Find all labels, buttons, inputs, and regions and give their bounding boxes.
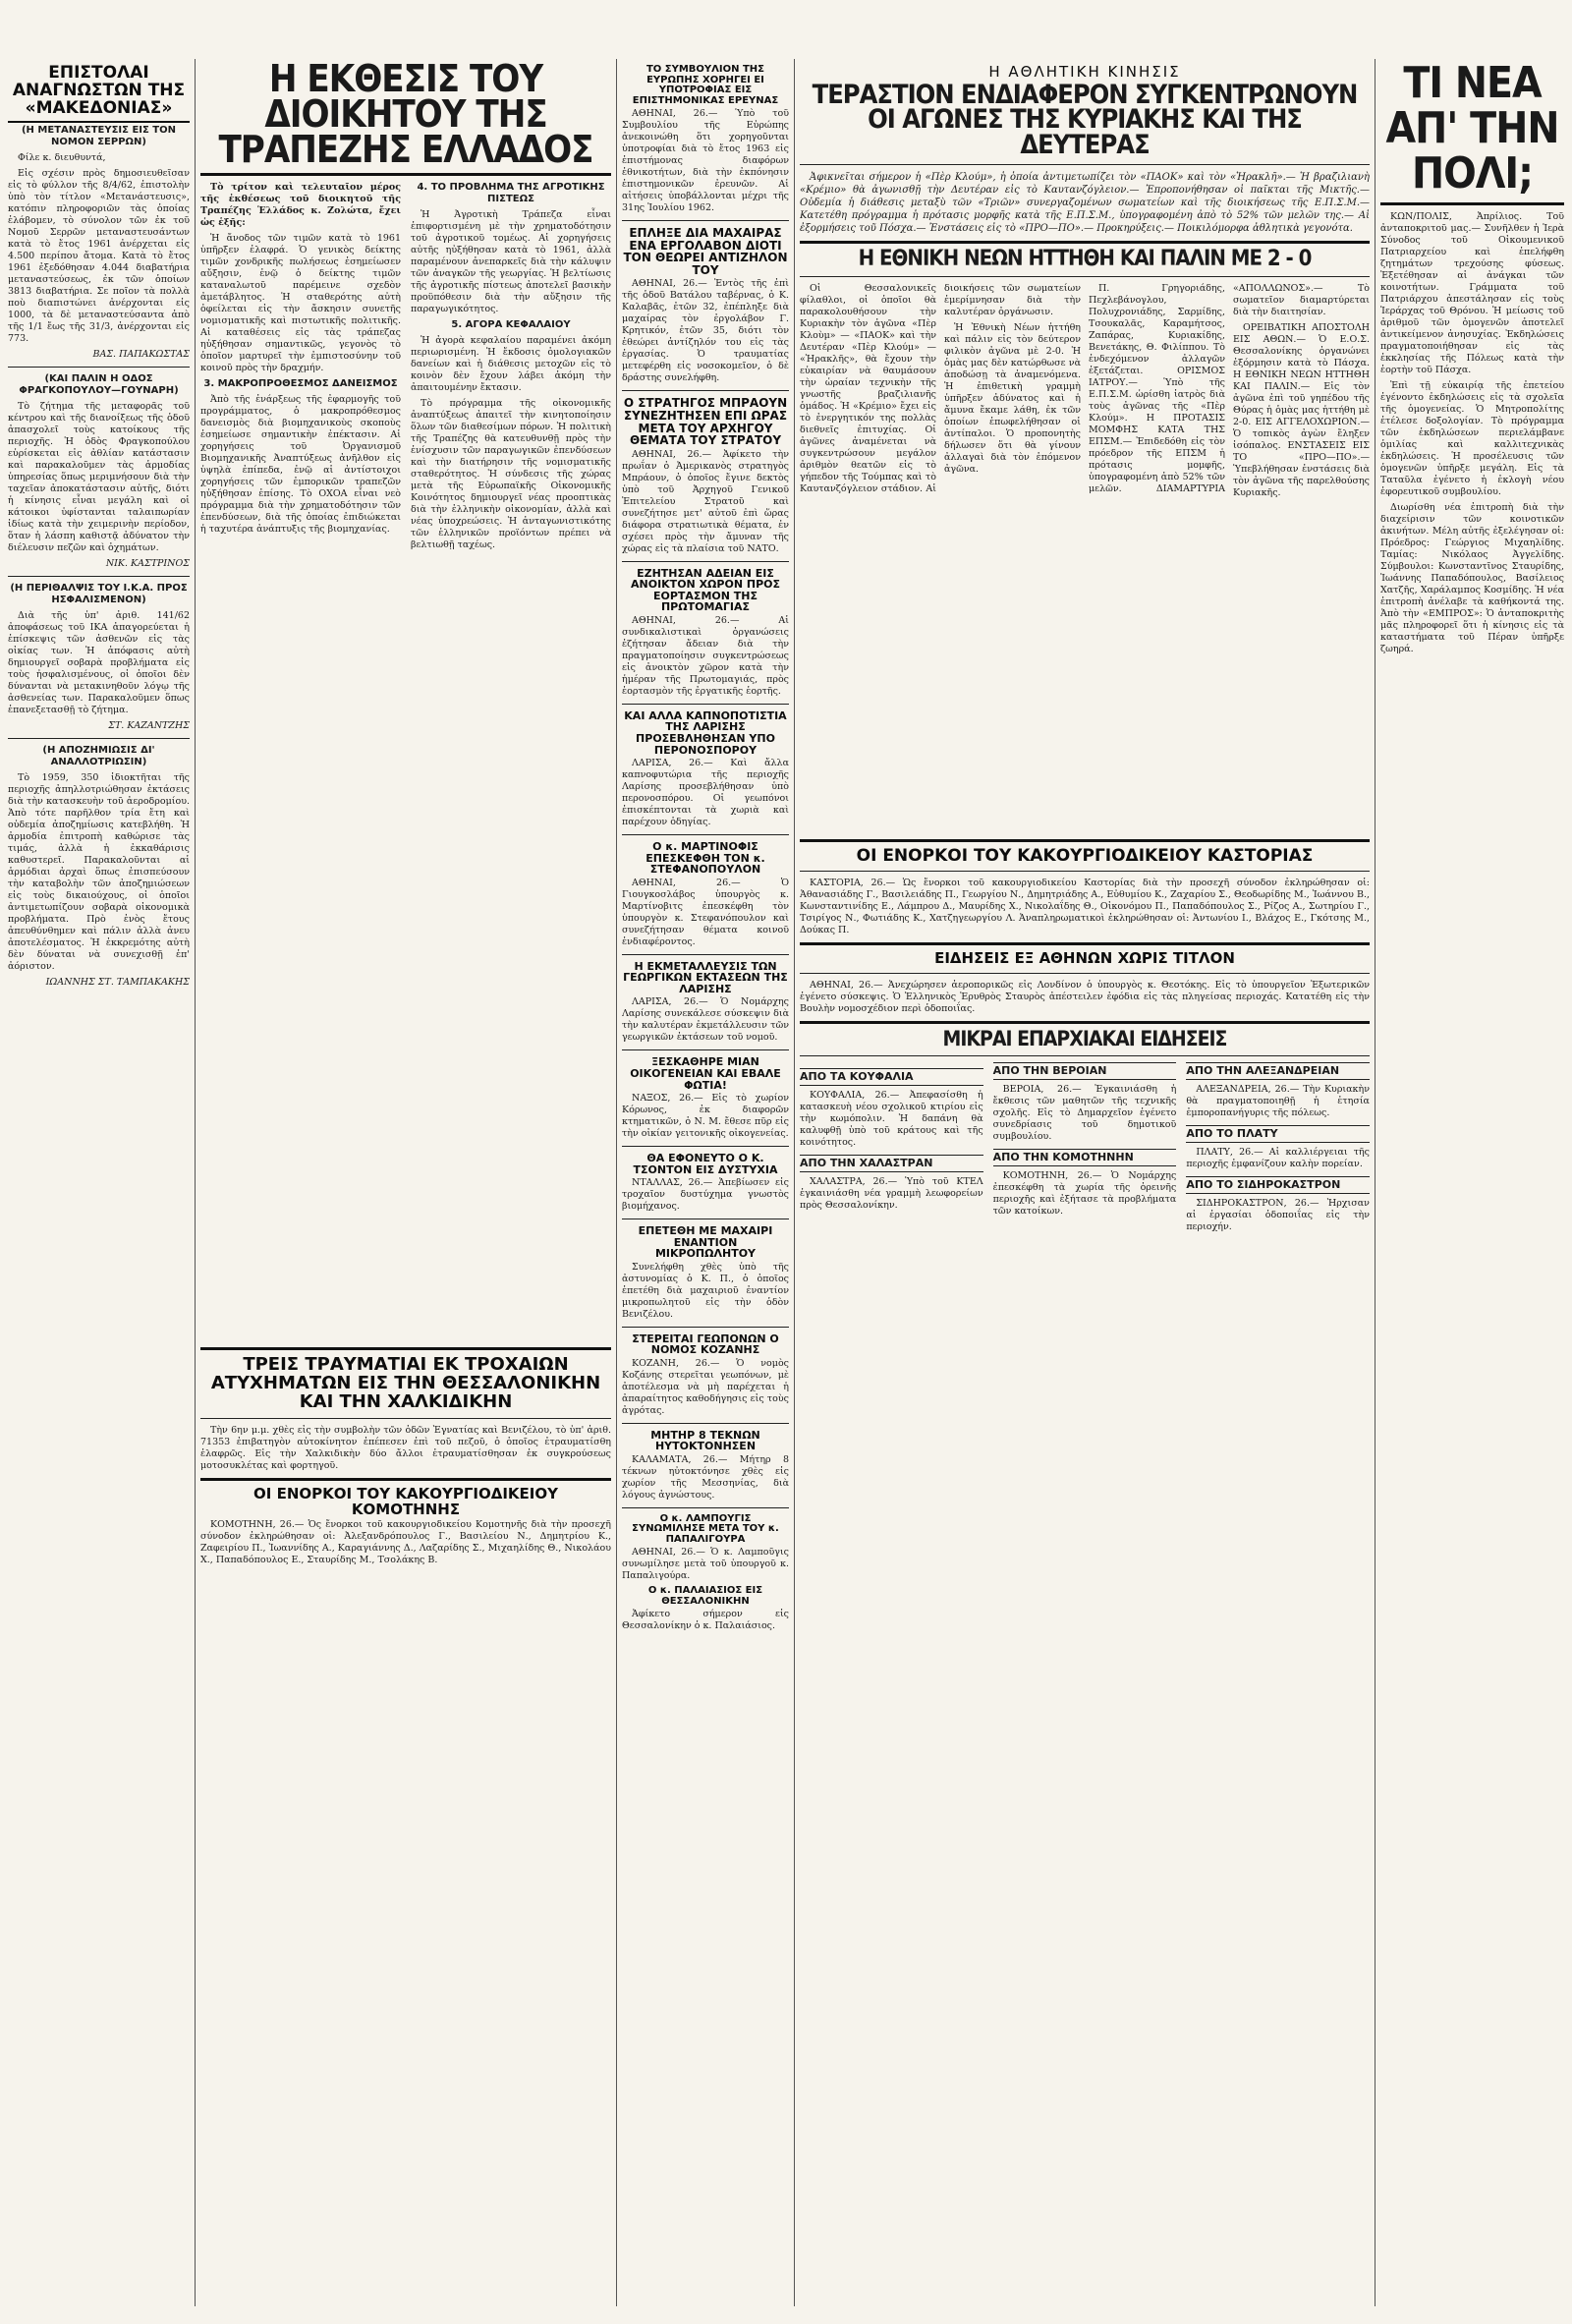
letter-signature: ΣΤ. ΚΑΖΑΝΤΖΗΣ (108, 719, 190, 731)
provincial-news-body (800, 1062, 1370, 1233)
letter-body: Διὰ τῆς ὑπ' ἀριθ. 141/62 ἀποφάσεως τοῦ ΙΚΑ ἀπαγορεύεται ἡ ἐπίσκεψις τῶν ἀσθενῶν εἰς τὰς οἰκίας των. Ἡ ἀπόφασις αὐτὴ δημιουργεῖ σοβαρὰ προβλήματα εἰς τοὺς ἠσφαλισμένους, οἱ ὁποῖοι δὲν δύνανται νὰ μετακινηθοῦν λόγῳ τῆς ἀσθενείας των. Παρακαλοῦμεν ὅπως ἐπανεξετασθῇ τὸ ζήτημα. (8, 609, 190, 715)
news-body: ΝΤΑΛΛΑΣ, 26.— Ἀπεβίωσεν εἰς τροχαῖον δυστύχημα γνωστὸς βιομήχανος. (622, 1177, 789, 1213)
letter-heading: (Η ΜΕΤΑΝΑΣΤΕΥΣΙΣ ΕΙΣ ΤΟΝ ΝΟΜΟΝ ΣΕΡΡΩΝ) (21, 124, 177, 147)
provincial-paragraph: ΚΟΜΟΤΗΝΗ, 26.— Ὁ Νομάρχης ἐπεσκέφθη τὰ χωρία τῆς ὀρεινῆς περιοχῆς καὶ ἐξήτασε τὰ προβλήματα τῶν κατοίκων. (992, 1170, 1177, 1218)
sports-paragraph: Π. Γρηγοριάδης, Πεχλεβάνογλου, Πολυχρονιάδης, Σαρμίδης, Τσουκαλᾶς, Καραμήτσος, Ζαπάρας, Κυριακίδης, Βενετάκης, Θ. Φιλίππου. Τὸ ἐνδεχόμενον ἀλλαγῶν ἐξετάζεται. ΟΡΙΣΜΟΣ ΙΑΤΡΟΥ.— Ὑπὸ τῆς Ε.Π.Σ.Μ. ὡρίσθη ἰατρὸς διὰ τοὺς ἀγῶνας τῆς «Πὲρ Κλούμ». Η ΠΡΟΤΑΣΙΣ ΜΟΜΦΗΣ ΚΑΤΑ ΤΗΣ ΕΠΣΜ.— Ἐπιδεδόθη εἰς τὸν πρόεδρον τῆς ΕΠΣΜ ἡ πρότασις μομφῆς, ὑπογραφομένη ἀπὸ 52% τῶν μελῶν. ΔΙΑΜΑΡΤΥΡΙΑ «ΑΠΟΛΛΩΝΟΣ».— Τὸ σωματεῖον διαμαρτύρεται διὰ τὴν διαιτησίαν. (1089, 282, 1370, 494)
constantinople-paragraph: Ἐπὶ τῇ εὐκαιρίᾳ τῆς ἐπετείου ἐγένοντο ἐκδηλώσεις εἰς τὰ σχολεῖα τῆς ὁμογενείας. Ὁ Μητροπολίτης ἐτέλεσε δοξολογίαν. Τὸ πρόγραμμα τῶν ἐκδηλώσεων περιελάμβανε ὁμιλίας καὶ καλλιτεχνικὰς ἐκδηλώσεις. Ἡ προσέλευσις τῶν ὁμογενῶν ὑπῆρξε μεγάλη. Εἰς τὰ Ταταῦλα ἐγένετο ἡ ἐκλογὴ νέου ἐφορευτικοῦ συμβουλίου. (1380, 380, 1564, 497)
athens-news-title: ΕΙΔΗΣΕΙΣ ΕΞ ΑΘΗΝΩΝ ΧΩΡΙΣ ΤΙΤΛΟΝ (934, 949, 1235, 968)
accidents-title: ΤΡΕΙΣ ΤΡΑΥΜΑΤΙΑΙ ΕΚ ΤΡΟΧΑΙΩΝ ΑΤΥΧΗΜΑΤΩΝ ΕΙΣ ΤΗΝ ΘΕΣΣΑΛΟΝΙΚΗΝ ΚΑΙ ΤΗΝ ΧΑΛΚΙΔΙΚΗΝ (210, 1354, 601, 1413)
letter-body: Εἰς σχέσιν πρὸς δημοσιευθεῖσαν εἰς τὸ φύλλον τῆς 8/4/62, ἐπιστολὴν ὑπὸ τὸν τίτλον «Μετανάστευσις», κατόπιν πληροφοριῶν τὰς ὁποίας ἐλάβομεν, τὸ σύνολον τῶν ἐκ τοῦ Νομοῦ Σερρῶν μεταναστευσάντων κατὰ τὸ ἔτος 1961 ἀνέρχεται εἰς 4.500 περίπου ἄτομα. Κατὰ τὸ ἔτος 1961 ἐξεδόθησαν 4.044 διαβατήρια μεταναστεύσεως, ἐκ τῶν ὁποίων 3813 διαβατήρια. Σε ποῖον τὰ πολλὰ ποὺ διαπιστώνει ἀνέρχονται εἰς 1000, τὰ δὲ μεταναστεύσαντα ἀπὸ τῆς 1/1 ἔως τῆς 31/3, ἀνέρχονται εἰς 773. (8, 167, 190, 344)
news-body: ΑΘΗΝΑΙ, 26.— Ὁ Γιουγκοσλάβος ὑπουργὸς κ. Μαρτίνοβιτς ἐπεσκέφθη τὸν ὑπουργὸν κ. Στεφανόπουλον καὶ συνεζήτησαν θέματα κοινοῦ ἐνδιαφέροντος. (622, 877, 789, 947)
kastoria-jurors-title: ΟΙ ΕΝΟΡΚΟΙ ΤΟΥ ΚΑΚΟΥΡΓΙΟΔΙΚΕΙΟΥ ΚΑΣΤΟΡΙΑΣ (856, 845, 1314, 866)
provincial-news-title: ΜΙΚΡΑΙ ΕΠΑΡΧΙΑΚΑΙ ΕΙΔΗΣΕΙΣ (942, 1027, 1227, 1051)
news-headline: ΤΟ ΣΥΜΒΟΥΛΙΟΝ ΤΗΣ ΕΥΡΩΠΗΣ ΧΟΡΗΓΕΙ ΕΙ ΥΠΟΤΡΟΦΙΑΣ ΕΙΣ ΕΠΙΣΤΗΜΟΝΙΚΑΣ ΕΡΕΥΝΑΣ (632, 64, 779, 106)
letter-heading: (Η ΠΕΡΙΘΑΛΨΙΣ ΤΟΥ Ι.Κ.Α. ΠΡΟΣ ΗΣΦΑΛΙΣΜΕΝΟΝ) (10, 582, 188, 605)
bank-report-paragraph: Τὸ πρόγραμμα τῆς οἰκονομικῆς ἀναπτύξεως ἀπαιτεῖ τὴν κινητοποίησιν ὅλων τῶν διαθεσίμων πόρων. Ἡ πολιτικὴ τῆς Τραπέζης θὰ κατευθυνθῇ πρὸς τὴν ἐνίσχυσιν τῶν παραγωγικῶν ἐπενδύσεων καὶ τὴν διατήρησιν τῆς νομισματικῆς σταθερότητος. Ἡ σύνδεσις τῆς χώρας μετὰ τῆς Εὐρωπαϊκῆς Οἰκονομικῆς Κοινότητος δημιουργεῖ νέας προοπτικὰς διὰ τὴν ἑλληνικὴν οἰκονομίαν, ἀλλὰ καὶ νέας ὑποχρεώσεις. Ἡ ἀνταγωνιστικότης τῶν ἑλληνικῶν προϊόντων πρέπει νὰ βελτιωθῇ ταχέως. (411, 398, 611, 551)
constantinople-paragraph: ΚΩΝ/ΠΟΛΙΣ, Ἀπρίλιος. Τοῦ ἀνταποκριτοῦ μας.— Συνῆλθεν ἡ Ἱερὰ Σύνοδος τοῦ Οἰκουμενικοῦ Πατριαρχείου καὶ ἐπελήφθη ζητημάτων τρεχούσης φύσεως. Ἐξετέθησαν αἱ ἀνάγκαι τῶν κοινοτήτων. Γράμματα τοῦ Πατριάρχου ἀπεστάλησαν εἰς τοὺς Ἱεράρχας τοῦ Θρόνου. Ἡ μείωσις τοῦ ἀριθμοῦ τῶν ὁμογενῶν ἀποτελεῖ ἀντικείμενον ἀνησυχίας. Ἐκδηλώσεις πραγματοποιήθησαν εἰς τὰς ἐκκλησίας τῆς Πόλεως κατὰ τὴν ἑορτὴν τοῦ Πάσχα. (1380, 211, 1564, 375)
news-body: ΑΘΗΝΑΙ, 26.— Ἀφίκετο τὴν πρωΐαν ὁ Ἀμερικανὸς στρατηγὸς Μπράουν, ὁ ὁποῖος ἔγινε δεκτὸς ὑπὸ τοῦ Ἀρχηγοῦ Γενικοῦ Ἐπιτελείου Στρατοῦ καὶ συνεζήτησε μετ' αὐτοῦ ἐπὶ ὥρας διάφορα στρατιωτικὰ θέματα, ἐν σχέσει πρὸς τὴν ἄμυναν τῆς χώρας εἰς τὰ πλαίσια τοῦ ΝΑΤΟ. (622, 448, 789, 554)
bank-report-body (200, 182, 611, 1341)
constantinople-paragraph: Διωρίσθη νέα ἐπιτροπὴ διὰ τὴν διαχείρισιν τῶν κοινοτικῶν ἀκινήτων. Μέλη αὐτῆς ἐξελέγησαν οἱ: Πρόεδρος: Γεώργιος Μιχαηλίδης. Ταμίας: Νικόλαος Ἀγγελίδης. Σύμβουλοι: Κωνσταντῖνος Σταυρίδης, Ἰωάννης Παπαδόπουλος, Βασίλειος Χατζῆς, Χαράλαμπος Κοσμίδης. Ἡ νέα ἐπιτροπὴ ἀνέλαβε τὰ καθήκοντά της. Ἀπὸ τὴν «ΕΜΠΡΟΣ»: Ὁ ἀνταποκριτὴς μᾶς πληροφορεῖ ὅτι ἡ κίνησις εἰς τὰ καταστήματα τοῦ Πέραν ὑπῆρξε ζωηρά. (1380, 502, 1564, 654)
letter-signature: ΝΙΚ. ΚΑΣΤΡΙΝΟΣ (105, 557, 190, 569)
news-headline: ΞΕΣΚΑΘΗΡΕ ΜΙΑΝ ΟΙΚΟΓΕΝΕΙΑΝ ΚΑΙ ΕΒΑΛΕ ΦΩΤΙΑ! (630, 1055, 781, 1092)
letter-heading: (Η ΑΠΟΖΗΜΙΩΣΙΣ ΔΙ' ΑΝΑΛΛΟΤΡΙΩΣΙΝ) (42, 744, 155, 767)
news-headline: ΜΗΤΗΡ 8 ΤΕΚΝΩΝ ΗΥΤΟΚΤΟΝΗΣΕΝ (650, 1428, 760, 1453)
athens-news-body: ΑΘΗΝΑΙ, 26.— Ἀνεχώρησεν ἀεροπορικῶς εἰς Λονδίνον ὁ ὑπουργὸς κ. Θεοτόκης. Εἰς τὸ ὑπουργεῖον Ἐξωτερικῶν ἐγένετο σύσκεψις. Ὁ Ἑλληνικὸς Ἐρυθρὸς Σταυρὸς ἀπέστειλεν ἐφόδια εἰς τὰς πληγείσας περιοχάς. Κατατέθη εἰς τὴν Βουλὴν νομοσχέδιον περὶ ὁδοποιΐας. (800, 980, 1370, 1015)
column-divider (195, 59, 196, 2306)
constantinople-column (1380, 61, 1564, 2306)
bank-report-paragraph: Ἡ Ἀγροτικὴ Τράπεζα εἶναι ἐπιφορτισμένη μὲ τὴν χρηματοδότησιν τοῦ ἀγροτικοῦ τομέως. Αἱ χορηγήσεις αὐτῆς ηὐξήθησαν κατὰ τὸ 1961, ἀλλὰ παραμένουν ἀνεπαρκεῖς διὰ τὴν κάλυψιν τῶν ἀναγκῶν τῆς γεωργίας. Ἡ βελτίωσις τῆς ἀγροτικῆς πίστεως ἀποτελεῖ βασικὴν προϋπόθεσιν διὰ τὴν αὔξησιν τῆς παραγωγικότητος. (411, 209, 611, 315)
short-news-column (622, 61, 789, 2306)
sports-paragraph: Οἱ Θεσσαλονικεῖς φίλαθλοι, οἱ ὁποῖοι θὰ παρακολουθήσουν τὴν Κυριακὴν τὸν ἀγῶνα «Πὲρ Κλοὺμ» — «ΠΑΟΚ» καὶ τὴν Δευτέραν «Πὲρ Κλούμ» — «Ἡρακλῆς», θὰ ἔχουν τὴν εὐκαιρίαν νὰ θαυμάσουν τὴν ὡραίαν τεχνικὴν τῆς γνωστῆς βραζιλιανῆς ὁμάδος. Ἡ «Κρέμιο» ἔχει εἰς τὸ ἐνεργητικόν της πολλὰς διεθνεῖς ἐπιτυχίας. Οἱ ἀγῶνες ἀναμένεται νὰ συγκεντρώσουν μεγάλον ἀριθμὸν θεατῶν εἰς τὸ γήπεδον τῆς Τούμπας καὶ τὸ Καυτανζόγλειον στάδιον. Αἱ διοικήσεις τῶν σωματείων ἐμερίμνησαν διὰ τὴν καλυτέραν ὀργάνωσιν. (800, 282, 1081, 494)
bank-report-subhead: 4. ΤΟ ΠΡΟΒΛΗΜΑ ΤΗΣ ΑΓΡΟΤΙΚΗΣ ΠΙΣΤΕΩΣ (417, 182, 605, 205)
news-headline: Ο κ. ΠΑΛΑΙΑΣΙΟΣ ΕΙΣ ΘΕΣΣΑΛΟΝΙΚΗΝ (647, 1585, 763, 1607)
sports-section (800, 61, 1370, 2306)
news-body: ΛΑΡΙΣΑ, 26.— Καὶ ἄλλα καπνοφυτώρια τῆς περιοχῆς Λαρίσης προσεβλήθησαν ὑπὸ περονοσπόρου. Οἱ γεωπόνοι ἐπισκέπτονται τὰ χωριὰ καὶ παρέχουν ὁδηγίας. (622, 758, 789, 828)
provincial-paragraph: ΠΛΑΤΥ, 26.— Αἱ καλλιέργειαι τῆς περιοχῆς ἐμφανίζουν καλὴν πορείαν. (1186, 1147, 1370, 1170)
sports-title: ΤΕΡΑΣΤΙΟΝ ΕΝΔΙΑΦΕΡΟΝ ΣΥΓΚΕΝΤΡΩΝΟΥΝ ΟΙ ΑΓΩΝΕΣ ΤΗΣ ΚΥΡΙΑΚΗΣ ΚΑΙ ΤΗΣ ΔΕΥΤΕΡΑΣ (812, 79, 1358, 161)
provincial-paragraph: ΧΑΛΑΣΤΡΑ, 26.— Ὑπὸ τοῦ ΚΤΕΛ ἐγκαινιάσθη νέα γραμμὴ λεωφορείων πρὸς Θεσσαλονίκην. (800, 1176, 983, 1212)
komotini-jurors-title: ΟΙ ΕΝΟΡΚΟΙ ΤΟΥ ΚΑΚΟΥΡΓΙΟΔΙΚΕΙΟΥ ΚΟΜΟΤΗΝΗΣ (253, 1484, 558, 1518)
accidents-body: Τὴν 6ην μ.μ. χθὲς εἰς τὴν συμβολὴν τῶν ὁδῶν Ἐγνατίας καὶ Βενιζέλου, τὸ ὑπ' ἀριθ. 71353 ἐπιβατηγὸν αὐτοκίνητον ἐπέπεσεν ἐπὶ τοῦ πεζοῦ, ὁ ὁποῖος ἐτραυματίσθη ἐλαφρῶς. Εἰς τὴν Χαλκιδικὴν δύο ἄλλοι ἐτραυματίσθησαν ἐκ συγκρούσεως μοτοσυκλέτας καὶ φορτηγοῦ. (200, 1424, 611, 1471)
provincial-paragraph: ΒΕΡΟΙΑ, 26.— Ἐγκαινιάσθη ἡ ἔκθεσις τῶν μαθητῶν τῆς τεχνικῆς σχολῆς. Εἰς τὸ Δημαρχεῖον ἐγένετο συνεδρίασις τοῦ δημοτικοῦ συμβουλίου. (992, 1084, 1177, 1143)
kastoria-jurors-body: ΚΑΣΤΟΡΙΑ, 26.— Ὡς ἔνορκοι τοῦ κακουργιοδικείου Καστορίας διὰ τὴν προσεχῆ σύνοδον ἐκληρώθησαν οἱ: Ἀθανασιάδης Γ., Βασιλειάδης Π., Γεωργίου Ν., Δημητριάδης Α., Εὐθυμίου Κ., Ζαχαρίου Σ., Θεοδωρίδης Μ., Ἰωάννου Β., Κωνσταντινίδης Ε., Λάμπρου Δ., Μαυρίδης Χ., Νικολαΐδης Θ., Οἰκονόμου Π., Παπαδόπουλος Σ., Ρίζος Α., Σωτηρίου Γ., Τσιρίγος Ν., Φωτιάδης Κ., Χατζηγεωργίου Λ. Ἀναπληρωματικοὶ ἐκληρώθησαν οἱ: Ἀντωνίου Ι., Βλάχος Ε., Γκότσης Μ., Δούκας Π. (800, 878, 1370, 936)
provincial-section-label: ΑΠΟ ΤΗΝ ΒΕΡΟΙΑΝ (993, 1062, 1177, 1080)
news-body: Συνελήφθη χθὲς ὑπὸ τῆς ἀστυνομίας ὁ Κ. Π., ὁ ὁποῖος ἐπετέθη διὰ μαχαιριοῦ ἐναντίον μικροπωλητοῦ εἰς τὴν ὁδὸν Βενιζέλου. (622, 1261, 789, 1320)
sports-kicker: Η ΑΘΛΗΤΙΚΗ ΚΙΝΗΣΙΣ (988, 63, 1181, 81)
sports-body (800, 283, 1370, 833)
letter-body: Τὸ ζήτημα τῆς μεταφορᾶς τοῦ κέντρου καὶ τῆς διανοίξεως τῆς ὁδοῦ ἀπασχολεῖ τοὺς κατοίκους τῆς περιοχῆς. Ἡ ὁδὸς Φραγκοπούλου εὑρίσκεται εἰς ἀθλίαν κατάστασιν καὶ παρακαλοῦμεν τὰς ἁρμοδίας ὑπηρεσίας ὅπως μεριμνήσουν διὰ τὴν ταχεῖαν ἀποκατάστασιν αὐτῆς, διότι ἡ κίνησις εἶναι μεγάλη καὶ οἱ κάτοικοι ὑφίστανται ταλαιπωρίαν ἰδίως κατὰ τὴν χειμερινὴν περίοδον, ὅταν ἡ λάσπη καθιστᾷ ἀδύνατον τὴν διέλευσιν πεζῶν καὶ ὀχημάτων. (8, 400, 190, 553)
bank-report-subhead: 5. ΑΓΟΡΑ ΚΕΦΑΛΑΙΟΥ (451, 319, 571, 331)
news-body: ΑΘΗΝΑΙ, 26.— Αἱ συνδικαλιστικαὶ ὀργανώσεις ἐζήτησαν ἄδειαν διὰ τὴν πραγματοποίησιν συγκεντρώσεως εἰς ἀνοικτὸν χῶρον κατὰ τὴν ἡμέραν τῆς Πρωτομαγιάς, πρὸς ἑορτασμὸν τῆς ἐργατικῆς ἑορτῆς. (622, 614, 789, 697)
news-headline: ΚΑΙ ΑΛΛΑ ΚΑΠΝΟΠΟΤΙΣΤΙΑ ΤΗΣ ΛΑΡΙΣΗΣ ΠΡΟΣΕΒΛΗΘΗΣΑΝ ΥΠΟ ΠΕΡΟΝΟΣΠΟΡΟΥ (624, 709, 787, 757)
news-headline: Η ΕΚΜΕΤΑΛΛΕΥΣΙΣ ΤΩΝ ΓΕΩΡΓΙΚΩΝ ΕΚΤΑΣΕΩΝ ΤΗΣ ΛΑΡΙΣΗΣ (623, 959, 788, 995)
provincial-section-label: ΑΠΟ ΤΗΝ ΧΑΛΑΣΤΡΑΝ (800, 1155, 983, 1172)
letters-title: ΕΠΙΣΤΟΛΑΙ ΑΝΑΓΝΩΣΤΩΝ ΤΗΣ «ΜΑΚΕΔΟΝΙΑΣ» (8, 65, 190, 123)
column-divider (794, 59, 795, 2306)
news-body: ΑΘΗΝΑΙ, 26.— Ὑπὸ τοῦ Συμβουλίου τῆς Εὐρώπης ἀνεκοινώθη ὅτι χορηγοῦνται ὑποτροφίαι διὰ τὸ ἔτος 1963 εἰς ἐπιστήμονας διαφόρων ἐθνικοτήτων, διὰ τὴν ἐκπόνησιν ἐπιστημονικῶν ἐρευνῶν. Αἱ αἰτήσεις ὑποβάλλονται μέχρι τῆς 31ης Ἰουλίου 1962. (622, 108, 789, 213)
news-body: ΚΑΛΑΜΑΤΑ, 26.— Μήτηρ 8 τέκνων ηὐτοκτόνησε χθὲς εἰς χωρίον τῆς Μεσσηνίας, διὰ λόγους ἀγνώστους. (622, 1453, 789, 1501)
provincial-section-label: ΑΠΟ ΤΗΝ ΚΟΜΟΤΗΝΗΝ (993, 1149, 1177, 1166)
news-body: ΚΟΖΑΝΗ, 26.— Ὁ νομὸς Κοζάνης στερεῖται γεωπόνων, μὲ ἀποτέλεσμα νὰ μὴ παρέχεται ἡ ἀπαραίτητος καθοδήγησις εἰς τοὺς ἀγρότας. (622, 1357, 789, 1416)
news-headline: Ο κ. ΜΑΡΤΙΝΟΦΙΣ ΕΠΕΣΚΕΦΘΗ ΤΟΝ κ. ΣΤΕΦΑΝΟΠΟΥΛΟΝ (646, 840, 765, 877)
bank-report-paragraph: Ἀπὸ τῆς ἐνάρξεως τῆς ἐφαρμογῆς τοῦ προγράμματος, ὁ μακροπρόθεσμος δανεισμὸς διὰ βιομηχανικοὺς σκοποὺς ἐσημείωσε σημαντικὴν ἐπέκτασιν. Αἱ χορηγήσεις τοῦ Ὀργανισμοῦ Βιομηχανικῆς Ἀναπτύξεως ἀνῆλθον εἰς ὑψηλὰ ἐπίπεδα, ἐνῷ αἱ ἀντίστοιχοι χορηγήσεις τῶν ἐμπορικῶν τραπεζῶν ηὐξήθησαν ἐπίσης. Τὸ ΟΧΟΑ εἶναι νεὸ πρόγραμμα διὰ τὴν χρηματοδότησιν τῶν ἐπενδύσεων, διὰ τῆς ὁποίας ἐπιδιώκεται ἡ ταχυτέρα ἀνάπτυξις τῆς βιομηχανίας. (200, 394, 401, 536)
sports-lead: Ἀφικνεῖται σήμερον ἡ «Πὲρ Κλούμ», ἡ ὁποία ἀντιμετωπίζει τὸν «ΠΑΟΚ» καὶ τὸν «Ἡρακλῆ».— Ἡ βραζιλιανὴ «Κρέμιο» θὰ ἀγωνισθῇ τὴν Δευτέραν εἰς τὸ Καυτανζόγλειον.— Ἐπροπονήθησαν οἱ παῖκται τῆς Μικτῆς.— Οὐδεμία ἡ διάθεσις μεταξὺ τῶν «Τριῶν» συνεργαζομένων σωματείων καὶ τῆς διοικήσεως τῆς Ε.Π.Σ.Μ.— Κατετέθη πρόγραμμα ἡ πρότασις μορφῆς κατὰ τῆς Ε.Π.Σ.Μ., ὑπογραφομένη ἀπὸ τὸ 52% τῶν μελῶν της.— Αἱ ἐξορμήσεις τοῦ Πόσχα.— Ἐνστάσεις εἰς τὸ «ΠΡΟ—ΠΟ».— Προκηρύξεις.— Ποικιλόμορφα ἀθλητικὰ γεγονότα. (800, 171, 1370, 234)
letter-signature: ΙΩΑΝΝΗΣ ΣΤ. ΤΑΜΠΑΚΑΚΗΣ (45, 976, 190, 988)
sports-paragraph: Ἡ Ἐθνικὴ Νέων ἡττήθη καὶ πάλιν εἰς τὸν δεύτερον φιλικὸν ἀγῶνα μὲ 2-0. Ἡ ὁμὰς μας δὲν κατώρθωσε νὰ ἀποδώσῃ τὰ ἀναμενόμενα. Ἡ ἐπιθετικὴ γραμμὴ ὑπῆρξεν ἀδύνατος καὶ ἡ ἄμυνα ἔκαμε λάθη, ἐκ τῶν ὁποίων ἐπωφελήθησαν οἱ ἀντίπαλοι. Ὁ προπονητὴς δήλωσεν ὅτι θὰ γίνουν ἀλλαγαὶ διὰ τὸν ἑπόμενον ἀγῶνα. (944, 321, 1081, 475)
news-headline: ΘΑ ΕΦΟΝΕΥΤΟ Ο Κ. ΤΣΟΝΤΟΝ ΕΙΣ ΔΥΣΤΥΧΙΑ (633, 1152, 778, 1176)
bank-report-paragraph: Ἡ ἄνοδος τῶν τιμῶν κατὰ τὸ 1961 ὑπῆρξεν ἐλαφρά. Ὁ γενικὸς δείκτης τιμῶν χονδρικῆς πωλήσεως ἐσημείωσεν αὔξησιν, ἐνῷ ὁ δείκτης τιμῶν καταναλωτοῦ παρέμεινε σχεδὸν ἀμετάβλητος. Ἡ σταθερότης αὐτὴ ὀφείλεται εἰς τὴν ἄσκησιν συνετῆς νομισματικῆς καὶ πιστωτικῆς πολιτικῆς. Αἱ καταθέσεις εἰς τὰς τράπεζας ηὐξήθησαν σημαντικῶς, γεγονὸς τὸ ὁποῖον μαρτυρεῖ τὴν ἐμπιστοσύνην τοῦ κοινοῦ πρὸς τὴν δραχμήν. (200, 233, 401, 374)
letter-heading: (ΚΑΙ ΠΑΛΙΝ Η ΟΔΟΣ ΦΡΑΓΚΟΠΟΥΛΟΥ—ΓΟΥΝΑΡΗ) (19, 372, 179, 396)
letter-salutation: Φίλε κ. διευθυντά, (18, 151, 106, 163)
provincial-paragraph: ΣΙΔΗΡΟΚΑΣΤΡΟΝ, 26.— Ἠρχισαν αἱ ἐργασίαι ὁδοποιΐας εἰς τὴν περιοχήν. (1186, 1198, 1370, 1233)
news-headline: ΕΠΕΤΕΘΗ ΜΕ ΜΑΧΑΙΡΙ ΕΝΑΝΤΙΟΝ ΜΙΚΡΟΠΩΛΗΤΟΥ (638, 1224, 773, 1261)
sports-paragraph: ΟΡΕΙΒΑΤΙΚΗ ΑΠΟΣΤΟΛΗ ΕΙΣ ΑΘΩΝ.— Ὁ Ε.Ο.Σ. Θεσσαλονίκης ὀργανώνει ἐξόρμησιν κατὰ τὸ Πάσχα. Η ΕΘΝΙΚΗ ΝΕΩΝ ΗΤΤΗΘΗ ΚΑΙ ΠΑΛΙΝ.— Εἰς τὸν ἀγῶνα ἐπὶ τοῦ γηπέδου τῆς Θύρας ἡ ὁμὰς μας ἡττήθη μὲ 2-0. ΕΙΣ ΑΓΓΕΛΟΧΩΡΙΟΝ.— Ὁ τοπικὸς ἀγὼν ἔληξεν ἰσόπαλος. ΕΝΣΤΑΣΕΙΣ ΕΙΣ ΤΟ «ΠΡΟ—ΠΟ».— Ὑπεβλήθησαν ἐνστάσεις διὰ τὸν ἀγῶνα τῆς παρελθούσης Κυριακῆς. (1233, 321, 1370, 498)
provincial-section-label: ΑΠΟ ΤΟ ΠΛΑΤΥ (1186, 1125, 1370, 1143)
komotini-jurors-body: ΚΟΜΟΤΗΝΗ, 26.— Ὁς ἔνορκοι τοῦ κακουργιοδικείου Κομοτηνῆς διὰ τὴν προσεχῆ σύνοδον ἐκληρώθησαν οἱ: Ἀλεξανδρόπουλος Γ., Βασιλείου Ν., Δημητρίου Κ., Ζαφειρίου Π., Ἰωαννίδης Α., Καραγιάννης Δ., Λαζαρίδης Σ., Μιχαηλίδης Θ., Νικολάου Χ., Παπαδόπουλος Ε., Σταυρίδης Μ., Τσολάκης Β. (200, 1519, 611, 1566)
news-body: ΝΑΞΟΣ, 26.— Εἰς τὸ χωρίον Κόρωνος, ἐκ διαφορῶν κτηματικῶν, ὁ Ν. Μ. ἔθεσε πῦρ εἰς τὴν οἰκίαν γειτονικῆς οἰκογενείας. (622, 1093, 789, 1140)
news-body: Ἀφίκετο σήμερον εἰς Θεσσαλονίκην ὁ κ. Παλαιάσιος. (622, 1609, 789, 1632)
news-headline: Ο ΣΤΡΑΤΗΓΟΣ ΜΠΡΑΟΥΝ ΣΥΝΕΖΗΤΗΣΕΝ ΕΠΙ ΩΡΑΣ ΜΕΤΑ ΤΟΥ ΑΡΧΗΓΟΥ ΘΕΜΑΤΑ ΤΟΥ ΣΤΡΑΤΟΥ (623, 396, 788, 448)
constantinople-title: ΤΙ ΝΕΑ ΑΠ' ΤΗΝ ΠΟΛΙ; (1385, 61, 1559, 198)
column-divider (1375, 59, 1376, 2306)
provincial-section-label: ΑΠΟ ΤΗΝ ΑΛΕΞΑΝΔΡΕΙΑΝ (1186, 1062, 1370, 1080)
news-body: ΑΘΗΝΑΙ, 26.— Ὁ κ. Λαμποῦγις συνωμίλησε μετὰ τοῦ ὑπουργοῦ κ. Παπαλιγούρα. (622, 1547, 789, 1582)
bank-report-title: Η ΕΚΘΕΣΙΣ ΤΟΥ ΔΙΟΙΚΗΤΟΥ ΤΗΣ ΤΡΑΠΕΖΗΣ ΕΛΛΑΔΟΣ (218, 61, 593, 172)
provincial-section-label: ΑΠΟ ΤΟ ΣΙΔΗΡΟΚΑΣΤΡΟΝ (1186, 1176, 1370, 1194)
provincial-paragraph: ΚΟΥΦΑΛΙΑ, 26.— Ἀπεφασίσθη ἡ κατασκευὴ νέου σχολικοῦ κτιρίου εἰς τὴν κωμόπολιν. Ἡ δαπάνη θὰ καλυφθῇ ὑπὸ τοῦ κράτους καὶ τῆς κοινότητος. (800, 1090, 983, 1149)
news-headline: ΕΠΛΗΞΕ ΔΙΑ ΜΑΧΑΙΡΑΣ ΕΝΑ ΕΡΓΟΛΑΒΟΝ ΔΙΟΤΙ ΤΟΝ ΘΕΩΡΕΙ ΑΝΤΙΖΗΛΟΝ ΤΟΥ (623, 226, 788, 277)
bank-report-paragraph: Ἡ ἀγορὰ κεφαλαίου παραμένει ἀκόμη περιωρισμένη. Ἡ ἔκδοσις ὁμολογιακῶν δανείων καὶ ἡ διάθεσις μετοχῶν εἰς τὸ κοινὸν δὲν ἔχουν λάβει ἀκόμη τὴν ἀπαιτουμένην ἔκτασιν. (411, 335, 611, 394)
provincial-paragraph: ΑΛΕΞΑΝΔΡΕΙΑ, 26.— Τὴν Κυριακὴν θὰ πραγματοποιηθῇ ἡ ἐτησία ἐμποροπανήγυρις τῆς πόλεως. (1186, 1084, 1370, 1119)
bank-report-subhead: 3. ΜΑΚΡΟΠΡΟΘΕΣΜΟΣ ΔΑΝΕΙΣΜΟΣ (203, 378, 398, 390)
bank-report-intro: Τὸ τρίτον καὶ τελευταῖον μέρος τῆς ἐκθέσεως τοῦ διοικητοῦ τῆς Τραπέζης Ἑλλάδος κ. Ζολώτα, ἔχει ὡς ἑξῆς: (200, 182, 401, 229)
news-body: ΑΘΗΝΑΙ, 26.— Ἐντὸς τῆς ἐπὶ τῆς ὁδοῦ Βατάλου ταβέρνας, ὁ Κ. Καλαβᾶς, ἐτῶν 32, ἐπέπληξε διὰ μαχαίρας τὸν ἐργολάβον Γ. Κρητικόν, ἐτῶν 35, διότι τὸν ἐθεώρει ἀντίζηλόν του εἰς τὰς ἐργασίας. Ὁ τραυματίας μετεφέρθη εἰς νοσοκομεῖον, ὁ δὲ δράστης συνελήφθη. (622, 278, 789, 384)
letters-column (8, 61, 190, 2306)
news-headline: ΕΖΗΤΗΣΑΝ ΑΔΕΙΑΝ ΕΙΣ ΑΝΟΙΚΤΟΝ ΧΩΡΟΝ ΠΡΟΣ ΕΟΡΤΑΣΜΟΝ ΤΗΣ ΠΡΩΤΟΜΑΓΙΑΣ (631, 566, 780, 614)
letter-body: Τὸ 1959, 350 ἰδιοκτῆται τῆς περιοχῆς ἀπηλλοτριώθησαν ἐκτάσεις διὰ τὴν κατασκευὴν τοῦ ἀεροδρομίου. Ἀπὸ τότε παρῆλθον τρία ἔτη καὶ οὐδεμία ἀποζημίωσις κατεβλήθη. Ἡ ἀρμοδία ἐπιτροπὴ καθώρισε τὰς τιμάς, ἀλλὰ ἡ ἐκκαθάρισις καθυστερεῖ. Παρακαλοῦνται αἱ ἁρμόδιαι ἀρχαὶ ὅπως ἐπισπεύσουν τὴν καταβολὴν τῶν ἀποζημιώσεων εἰς τοὺς δικαιούχους, οἱ ὁποῖοι ἀντιμετωπίζουν σοβαρὰ οἰκονομικὰ προβλήματα. Πρὸ ἑνὸς ἔτους ἀπευθύνθημεν καὶ πάλιν ἀλλὰ ἀνευ ἀποτελέσματος. Ἡ ἐκκρεμότης αὐτὴ δὲν δύναται νὰ συνεχισθῇ ἐπ' ἀόριστον. (8, 771, 190, 972)
provincial-section-label: ΑΠΟ ΤΑ ΚΟΥΦΑΛΙΑ (800, 1068, 983, 1086)
youth-defeat-title: Η ΕΘΝΙΚΗ ΝΕΩΝ ΗΤΤΗΘΗ ΚΑΙ ΠΑΛΙΝ ΜΕ 2 - 0 (858, 246, 1312, 271)
bank-report (200, 61, 611, 2306)
letter-signature: ΒΑΣ. ΠΑΠΑΚΩΣΤΑΣ (92, 348, 190, 360)
news-headline: Ο κ. ΛΑΜΠΟΥΓΙΣ ΣΥΝΩΜΙΛΗΣΕ ΜΕΤΑ ΤΟΥ κ. ΠΑΠΑΛΙΓΟΥΡΑ (632, 1512, 779, 1545)
news-body: ΛΑΡΙΣΑ, 26.— Ὁ Νομάρχης Λαρίσης συνεκάλεσε σύσκεψιν διὰ τὴν καλυτέραν ἐκμετάλλευσιν τῶν γεωργικῶν ἐκτάσεων τοῦ νομοῦ. (622, 996, 789, 1044)
column-divider (616, 59, 617, 2306)
news-headline: ΣΤΕΡΕΙΤΑΙ ΓΕΩΠΟΝΩΝ Ο ΝΟΜΟΣ ΚΟΖΑΝΗΣ (632, 1332, 779, 1357)
